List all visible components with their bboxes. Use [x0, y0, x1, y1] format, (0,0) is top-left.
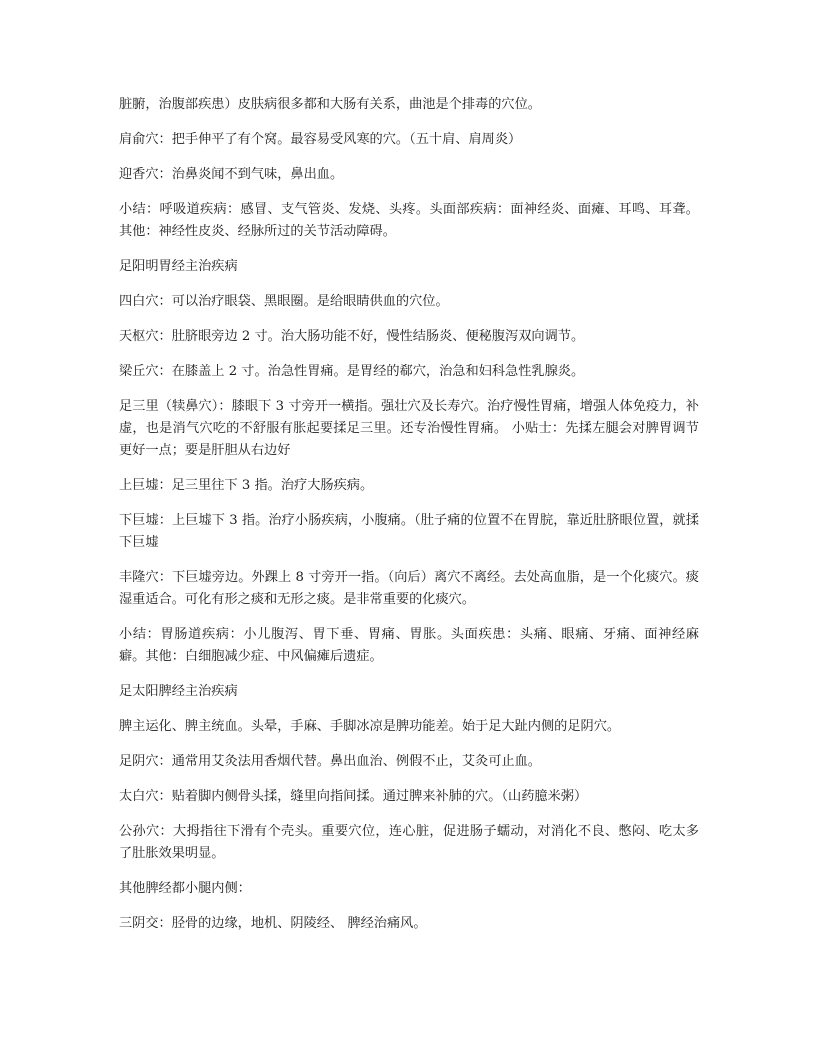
paragraph-spleen-function: 脾主运化、脾主统血。头晕，手麻、手脚冰凉是脾功能差。始于足大趾内侧的足阴穴。 — [119, 719, 621, 734]
paragraph-taibai: 太白穴：贴着脚内侧骨头揉，缝里向指间揉。通过脾来补肺的穴。（山药臆米粥） — [119, 789, 588, 804]
paragraph-sanyinjiao: 三阴交：胫骨的边缘，地机、阴陵经、 脾经治痛风。 — [119, 916, 427, 931]
paragraph-large-intestine-summary: 小结：呼吸道疾病：感冒、支气管炎、发烧、头疼。头面部疾病：面神经炎、面瘫、耳鸣、耳聋。其他：神经性皮炎、经脉所过的关节活动障碍。 — [119, 202, 699, 239]
paragraph-quchi-summary: 脏腑，治腹部疾患）皮肤病很多都和大肠有关系，曲池是个排毒的穴位。 — [119, 97, 541, 112]
paragraph-tianshu: 天枢穴：肚脐眼旁边 2 寸。治大肠功能不好，慢性结肠炎、便秘腹泻双向调节。 — [119, 329, 585, 344]
paragraph-gongsun: 公孙穴：大拇指往下滑有个壳头。重要穴位，连心脏，促进肠子蠕动，对消化不良、憋闷、吃太多了肚胀效果明显。 — [119, 824, 699, 861]
paragraph-zuyin: 足阴穴：通常用艾灸法用香烟代替。鼻出血治、例假不止，艾灸可止血。 — [119, 754, 541, 769]
paragraph-stomach-summary: 小结：胃肠道疾病：小儿腹泻、胃下垂、胃痛、胃胀。头面疾患：头痛、眼痛、牙痛、面神经麻癖。其他：白细胞减少症、中风偏瘫后遗症。 — [119, 627, 699, 664]
paragraph-liangqiu: 梁丘穴：在膝盖上 2 寸。治急性胃痛。是胃经的郗穴，治急和妇科急性乳腺炎。 — [119, 364, 585, 379]
paragraph-yingxiang: 迎香穴：治鼻炎闻不到气味，鼻出血。 — [119, 167, 344, 182]
section-heading-spleen-meridian: 足太阳脾经主治疾病 — [119, 684, 238, 699]
paragraph-zusanli: 足三里（犊鼻穴）：膝眼下 3 寸旁开一横指。强壮穴及长寿穴。治疗慢性胃痛，增强人体免疫力，补虚，也是消气穴吃的不舒服有胀起要揉足三里。还专治慢性胃痛。 小贴士：先揉左腿会对脾胃调节更好一点；要是肝胆从右边好 — [119, 399, 699, 458]
paragraph-fenglong: 丰隆穴：下巨墟旁边。外踝上 8 寸旁开一指。（向后）离穴不离经。去处高血脂，是一个化痰穴。痰湿重适合。可化有形之痰和无形之痰。是非常重要的化痰穴。 — [119, 570, 699, 607]
paragraph-shangjuxu: 上巨墟：足三里往下 3 指。治疗大肠疾病。 — [119, 478, 374, 493]
paragraph-sibai: 四白穴：可以治疗眼袋、黑眼圈。是给眼睛供血的穴位。 — [119, 294, 449, 309]
paragraph-jianyu: 肩俞穴：把手伸平了有个窝。最容易受风寒的穴。（五十肩、肩周炎） — [119, 132, 522, 147]
document-page — [119, 94, 699, 948]
paragraph-xiajuxu: 下巨墟：上巨墟下 3 指。治疗小肠疾病，小腹痛。（肚子痛的位置不在胃脘，靠近肚脐眼位置，就揉下巨墟 — [119, 513, 699, 550]
section-heading-stomach-meridian: 足阳明胃经主治疾病 — [119, 259, 238, 274]
paragraph-other-spleen-points: 其他脾经都小腿内侧： — [119, 881, 251, 896]
